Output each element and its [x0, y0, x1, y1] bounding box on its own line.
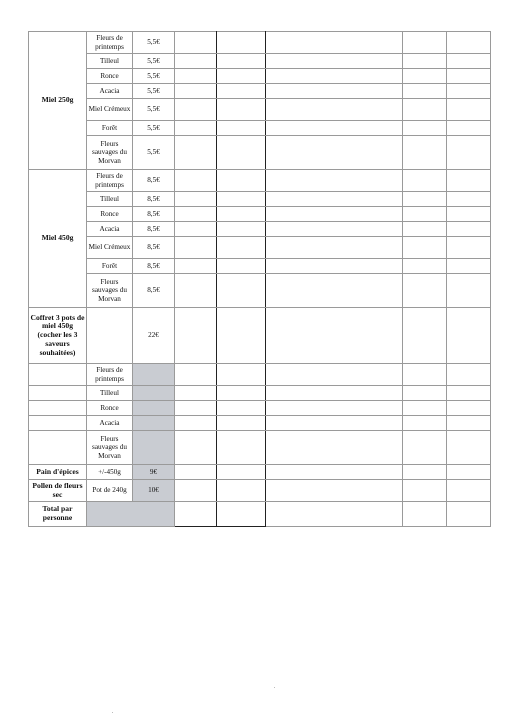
quantity-cell[interactable] — [175, 207, 217, 222]
order-cell[interactable] — [447, 364, 491, 386]
quantity-cell[interactable] — [217, 207, 266, 222]
order-cell[interactable] — [403, 401, 447, 416]
table-row — [29, 54, 491, 69]
product-group-label: Miel 450g — [29, 170, 87, 308]
product-group-label: Pollen de fleurs sec — [29, 480, 87, 502]
price-label: 8,5€ — [133, 237, 175, 259]
product-group-label: Miel 250g — [29, 32, 87, 170]
price-label: 8,5€ — [133, 192, 175, 207]
price-label: 8,5€ — [133, 259, 175, 274]
quantity-cell[interactable] — [217, 99, 266, 121]
price-label: 9€ — [133, 465, 175, 480]
coffret-flavour-label: Tilleul — [87, 386, 133, 401]
order-cell[interactable] — [403, 207, 447, 222]
coffret-flavour-label: Ronce — [87, 401, 133, 416]
order-cell[interactable] — [266, 54, 403, 69]
flavour-label: Miel Crémeux — [87, 237, 133, 259]
order-cell[interactable] — [403, 259, 447, 274]
coffret-label: Coffret 3 pots de miel 450g (cocher les 3 saveurs souhaitées) — [29, 308, 87, 364]
order-cell[interactable] — [403, 99, 447, 121]
empty-cell — [29, 364, 87, 386]
order-cell[interactable] — [266, 136, 403, 170]
quantity-cell[interactable] — [175, 431, 217, 465]
quantity-cell[interactable] — [217, 364, 266, 386]
table-row — [29, 259, 491, 274]
table-row — [29, 136, 491, 170]
order-cell[interactable] — [403, 121, 447, 136]
quantity-cell[interactable] — [217, 84, 266, 99]
price-label: 5,5€ — [133, 84, 175, 99]
quantity-cell[interactable] — [175, 84, 217, 99]
empty-cell — [29, 401, 87, 416]
coffret-flavour-label: Acacia — [87, 416, 133, 431]
order-cell[interactable] — [403, 480, 447, 502]
order-table — [28, 31, 491, 527]
coffret-flavour-label: Fleurs de printemps — [87, 364, 133, 386]
order-cell[interactable] — [447, 222, 491, 237]
order-cell[interactable] — [403, 308, 447, 364]
quantity-cell[interactable] — [217, 192, 266, 207]
table-row — [29, 431, 491, 465]
quantity-cell[interactable] — [175, 308, 217, 364]
order-cell[interactable] — [266, 99, 403, 121]
flavour-label: Acacia — [87, 84, 133, 99]
quantity-cell[interactable] — [217, 308, 266, 364]
order-cell[interactable] — [266, 416, 403, 431]
order-cell[interactable] — [266, 170, 403, 192]
quantity-cell[interactable] — [217, 480, 266, 502]
quantity-cell[interactable] — [175, 416, 217, 431]
quantity-cell[interactable] — [175, 259, 217, 274]
order-cell[interactable] — [447, 465, 491, 480]
order-cell[interactable] — [403, 84, 447, 99]
order-cell[interactable] — [266, 121, 403, 136]
quantity-cell[interactable] — [217, 259, 266, 274]
order-cell[interactable] — [266, 207, 403, 222]
order-cell[interactable] — [447, 136, 491, 170]
flavour-label: Forêt — [87, 121, 133, 136]
quantity-cell[interactable] — [175, 192, 217, 207]
quantity-cell[interactable] — [217, 222, 266, 237]
empty-cell — [29, 431, 87, 465]
quantity-cell[interactable] — [217, 465, 266, 480]
table-row — [29, 99, 491, 121]
shaded-cell — [133, 431, 175, 465]
order-cell[interactable] — [266, 274, 403, 308]
quantity-cell[interactable] — [217, 54, 266, 69]
flavour-label: Ronce — [87, 207, 133, 222]
price-label: 5,5€ — [133, 136, 175, 170]
price-label: 5,5€ — [133, 121, 175, 136]
order-cell[interactable] — [447, 121, 491, 136]
empty-cell — [29, 386, 87, 401]
table-row — [29, 237, 491, 259]
quantity-cell[interactable] — [175, 480, 217, 502]
order-cell[interactable] — [447, 237, 491, 259]
quantity-cell[interactable] — [175, 170, 217, 192]
order-cell[interactable] — [266, 69, 403, 84]
shaded-cell — [87, 502, 175, 527]
table-row — [29, 480, 491, 502]
table-row — [29, 170, 491, 192]
order-cell[interactable] — [403, 502, 447, 527]
order-cell[interactable] — [266, 401, 403, 416]
order-cell[interactable] — [403, 431, 447, 465]
table-row — [29, 32, 491, 54]
order-cell[interactable] — [403, 222, 447, 237]
order-cell[interactable] — [447, 274, 491, 308]
table-row — [29, 465, 491, 480]
flavour-label: Acacia — [87, 222, 133, 237]
order-cell[interactable] — [447, 54, 491, 69]
quantity-cell[interactable] — [217, 121, 266, 136]
flavour-label: Fleurs de printemps — [87, 32, 133, 54]
order-cell[interactable] — [447, 69, 491, 84]
flavour-label: Ronce — [87, 69, 133, 84]
order-cell[interactable] — [447, 192, 491, 207]
order-cell[interactable] — [403, 465, 447, 480]
product-size-label: +/-450g — [87, 465, 133, 480]
quantity-cell[interactable] — [175, 364, 217, 386]
order-cell[interactable] — [403, 136, 447, 170]
table-row — [29, 308, 491, 364]
flavour-label: Fleurs de printemps — [87, 170, 133, 192]
order-cell[interactable] — [447, 431, 491, 465]
table-row — [29, 416, 491, 431]
scan-speck — [112, 712, 113, 713]
flavour-label: Miel Crémeux — [87, 99, 133, 121]
order-cell[interactable] — [447, 207, 491, 222]
shaded-cell — [133, 401, 175, 416]
quantity-cell[interactable] — [217, 69, 266, 84]
coffret-price-label: 22€ — [133, 308, 175, 364]
quantity-cell[interactable] — [175, 465, 217, 480]
price-label: 5,5€ — [133, 99, 175, 121]
quantity-cell[interactable] — [175, 401, 217, 416]
order-cell[interactable] — [403, 364, 447, 386]
quantity-cell[interactable] — [217, 416, 266, 431]
quantity-cell[interactable] — [217, 386, 266, 401]
table-row — [29, 401, 491, 416]
flavour-label: Tilleul — [87, 54, 133, 69]
table-row — [29, 364, 491, 386]
table-row — [29, 274, 491, 308]
quantity-cell[interactable] — [217, 32, 266, 54]
quantity-cell[interactable] — [217, 237, 266, 259]
table-row — [29, 69, 491, 84]
order-cell[interactable] — [266, 84, 403, 99]
quantity-cell[interactable] — [175, 54, 217, 69]
table-row — [29, 84, 491, 99]
quantity-cell[interactable] — [217, 274, 266, 308]
table-row — [29, 386, 491, 401]
table-row — [29, 192, 491, 207]
order-cell[interactable] — [447, 259, 491, 274]
order-cell[interactable] — [266, 222, 403, 237]
empty-cell — [87, 308, 133, 364]
quantity-cell[interactable] — [175, 502, 217, 527]
product-size-label: Pot de 240g — [87, 480, 133, 502]
quantity-cell[interactable] — [175, 274, 217, 308]
order-cell[interactable] — [266, 237, 403, 259]
table-row — [29, 207, 491, 222]
quantity-cell[interactable] — [175, 121, 217, 136]
quantity-cell[interactable] — [217, 502, 266, 527]
quantity-cell[interactable] — [175, 237, 217, 259]
price-label: 8,5€ — [133, 222, 175, 237]
order-cell[interactable] — [447, 480, 491, 502]
order-cell[interactable] — [266, 480, 403, 502]
order-cell[interactable] — [447, 99, 491, 121]
order-cell[interactable] — [403, 416, 447, 431]
quantity-cell[interactable] — [217, 136, 266, 170]
order-cell[interactable] — [403, 32, 447, 54]
price-label: 5,5€ — [133, 69, 175, 84]
total-label: Total par personne — [29, 502, 87, 527]
flavour-label: Fleurs sauvages du Morvan — [87, 274, 133, 308]
order-cell[interactable] — [447, 401, 491, 416]
order-cell[interactable] — [266, 465, 403, 480]
shaded-cell — [133, 416, 175, 431]
price-label: 5,5€ — [133, 32, 175, 54]
table-row — [29, 222, 491, 237]
price-label: 8,5€ — [133, 207, 175, 222]
quantity-cell[interactable] — [175, 32, 217, 54]
order-cell[interactable] — [447, 416, 491, 431]
order-cell[interactable] — [266, 32, 403, 54]
order-cell[interactable] — [266, 386, 403, 401]
order-cell[interactable] — [403, 237, 447, 259]
quantity-cell[interactable] — [175, 386, 217, 401]
order-cell[interactable] — [403, 192, 447, 207]
price-label: 5,5€ — [133, 54, 175, 69]
price-label: 10€ — [133, 480, 175, 502]
empty-cell — [29, 416, 87, 431]
order-cell[interactable] — [266, 259, 403, 274]
table-row — [29, 121, 491, 136]
quantity-cell[interactable] — [175, 222, 217, 237]
quantity-cell[interactable] — [217, 401, 266, 416]
quantity-cell[interactable] — [217, 431, 266, 465]
order-cell[interactable] — [447, 502, 491, 527]
quantity-cell[interactable] — [175, 69, 217, 84]
price-label: 8,5€ — [133, 170, 175, 192]
order-cell[interactable] — [447, 386, 491, 401]
order-cell[interactable] — [403, 69, 447, 84]
order-cell[interactable] — [266, 308, 403, 364]
shaded-cell — [133, 386, 175, 401]
order-cell[interactable] — [266, 192, 403, 207]
order-cell[interactable] — [266, 431, 403, 465]
flavour-label: Fleurs sauvages du Morvan — [87, 136, 133, 170]
order-table-body — [29, 32, 491, 527]
order-cell[interactable] — [447, 84, 491, 99]
table-row — [29, 502, 491, 527]
quantity-cell[interactable] — [175, 99, 217, 121]
flavour-label: Forêt — [87, 259, 133, 274]
order-cell[interactable] — [266, 364, 403, 386]
order-cell[interactable] — [447, 308, 491, 364]
price-label: 8,5€ — [133, 274, 175, 308]
order-cell[interactable] — [447, 170, 491, 192]
quantity-cell[interactable] — [175, 136, 217, 170]
order-cell[interactable] — [447, 32, 491, 54]
order-cell[interactable] — [403, 274, 447, 308]
product-group-label: Pain d'épices — [29, 465, 87, 480]
flavour-label: Tilleul — [87, 192, 133, 207]
order-cell[interactable] — [403, 170, 447, 192]
quantity-cell[interactable] — [217, 170, 266, 192]
order-cell[interactable] — [403, 54, 447, 69]
order-cell[interactable] — [403, 386, 447, 401]
coffret-flavour-label: Fleurs sauvages du Morvan — [87, 431, 133, 465]
scan-speck — [274, 687, 275, 688]
order-cell[interactable] — [266, 502, 403, 527]
shaded-cell — [133, 364, 175, 386]
